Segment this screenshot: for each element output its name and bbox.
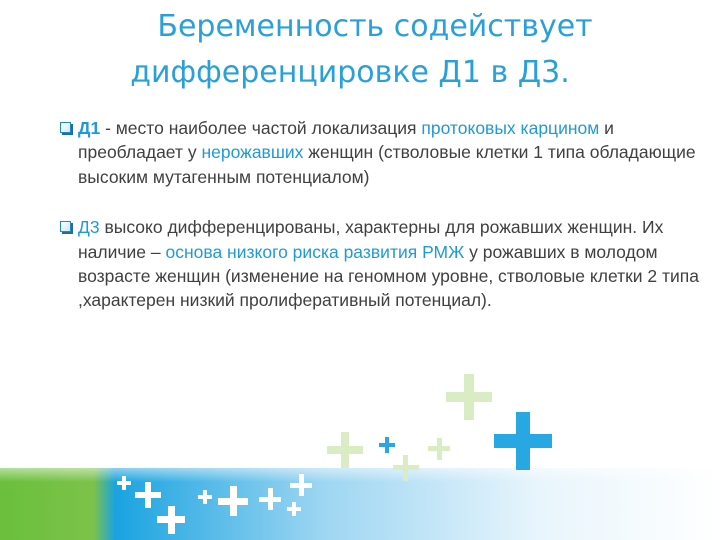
bullet-d1-highlight2: нерожавших — [201, 142, 304, 163]
bullet-d3-highlight1: основа низкого риска развития РМЖ — [165, 241, 465, 262]
bullet-d1-label: Д1 — [78, 118, 101, 138]
bullet-d1-highlight1: протоковых карцином — [421, 118, 600, 138]
bullet-d1-text1: место наиболее частой локализация — [115, 118, 422, 138]
slide-title-line1: Беременность содействует — [157, 9, 593, 44]
bullet-d3-label: Д3 — [78, 217, 100, 238]
bullet-d1-text2: и преобладает у — [78, 118, 614, 163]
bullet-d1-text3: женщин (стволовые клетки 1 типа обладающие высоким мутагенным потенциалом) — [78, 142, 696, 187]
slide-title-line2: дифференцировке Д1 в Д3. — [130, 55, 570, 90]
bullet-d3-text1: высоко дифференцированы, характерны для рожавших женщин. Их наличие – — [78, 217, 664, 262]
bullet-d3-text2: у рожавших в молодом возрасте женщин (изменение на геномном уровне, стволовые клетки 2 типа ,характерен низкий пролиферативный потенциал). — [78, 241, 700, 311]
bullet-d1-sep: - — [100, 118, 116, 138]
plus-icon-group-green — [327, 374, 492, 481]
